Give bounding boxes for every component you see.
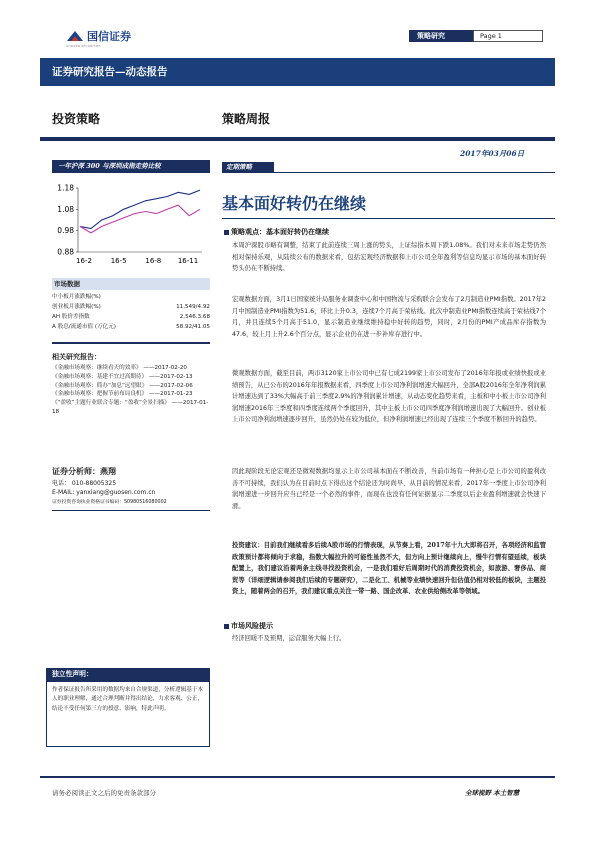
logo-text: 国信证券 — [87, 30, 131, 43]
chart-axis-lines — [78, 188, 202, 252]
index-comparison-chart — [52, 180, 210, 272]
header-label-box — [409, 30, 543, 42]
list-item[interactable]: 《金融市场观察：把握节前布局良机》 ——2017-01-23 — [52, 391, 193, 398]
header-divider — [40, 137, 555, 141]
list-item[interactable]: 《金融市场观察：基建不宜过高期待》 ——2017-02-13 — [52, 373, 193, 380]
disclaimer-note: 请务必阅读正文之后的免责条款部分 — [52, 789, 156, 797]
page-label: Page 1 — [473, 30, 543, 42]
tag-divider — [222, 172, 555, 173]
logo-icon — [66, 29, 84, 43]
market-value: 58.92/41.05 — [176, 324, 210, 330]
risk-text: 经济回暖不及预期，运营服务大幅上行。 — [232, 635, 346, 642]
report-type-title: 证券研究报告—动态报告 — [52, 66, 168, 78]
viewpoint-heading — [224, 227, 329, 237]
y-tick-label: 1.18 — [57, 183, 74, 193]
table-row — [52, 302, 210, 312]
y-tick-label: 0.98 — [57, 226, 74, 236]
section-label: 策略研究 — [409, 30, 473, 42]
paragraph-3: 微观数据方面，截至目前，两市3120家上市公司中已有七成2199家上市公司发布了2016年年报或业绩快报或业绩预告，从已公布的2016年年报数据来看，四季度上市公司净利润增速大幅回升，全部A股2016年全年净利润累计增速达到了33%大幅高于前三季度2.9%的净利润累计增速，从动态变化趋势来看，主板和中小板上市公司净利润增速2016年三季度和四季度连续两个季度回升，其中主板上市公司四季度净利润增速出现了大幅回升。创业板上市公司净利润增速逐步回升，虽然仍处在较为低位，但净利润增速已经出现了连续三个季度不断回升的趋势。 — [232, 370, 546, 424]
declaration-text: 作者保证报告所采用的数据均来自合规渠道，分析逻辑基于本人的职业理解，通过合理判断并得出结论，力求客观、公正，结论不受任何第三方的授意、影响，特此声明。 — [52, 687, 204, 712]
table-row — [52, 292, 210, 302]
list-item[interactable]: 《金融市场观察：继续看天的效率》 ——2017-02-20 — [52, 365, 187, 371]
x-tick-label: 16-8 — [145, 257, 162, 265]
logo-subtitle: GUOSEN SECURITIES — [66, 44, 101, 48]
paragraph-1: 本周沪深股市略有调整，结束了此前连续三周上涨的势头，上证综指本周下跌1.08%。我们对未来市场走势仍然相对保持乐观，从陆续公布的数据来看，包括宏观经济数据和上市公司全年盈利等信息均显示市场的基本面好转势头仍在不断持续。 — [232, 242, 546, 273]
analyst-divider — [52, 510, 210, 511]
investment-advice: 投资建议：目前我们继续看多后续A股市场的行情表现，从节奏上看，2017年十九大即将召开，各项经济和监管政策预计都将倾向于求稳，指数大幅拉升的可能性虽然不大，但方向上预计继续向上，慢牛行情有望延续，板块配置上，我们建议沿着两条主线寻找投资机会，一是我们看好后周期时代的消费投资机会，如旅游、奢侈品、商贸等（详细逻辑请参阅我们后续的专题研究），二是化工、机械等业绩快速回升但估值仍相对较低的板块，主题投资上，随着两会的召开，我们建议重点关注一带一路、国企改革、农业供给侧改革等领域。 — [232, 542, 546, 596]
square-bullet-icon — [224, 624, 229, 629]
market-divider — [52, 342, 210, 344]
report-tag: 定期策略 — [222, 162, 274, 173]
chart-axes — [76, 188, 202, 252]
x-tick-label: 16-11 — [177, 257, 199, 265]
category-right: 策略周报 — [222, 112, 271, 126]
list-item[interactable]: 《“盈收”主题行业联合专题：“盈收”全景扫描》 ——2017-01-18 — [52, 400, 209, 415]
x-tick-label: 16-5 — [110, 257, 127, 265]
declaration-heading: 独立性声明： — [46, 668, 210, 681]
footer-divider — [40, 776, 555, 778]
headline: 基本面好转仍在继续 — [222, 194, 367, 213]
viewpoint-heading-text: 策略观点：基本面好转仍在继续 — [231, 227, 329, 236]
category-left: 投资策略 — [52, 112, 101, 126]
chart-series-group — [80, 190, 200, 233]
market-data-heading: 市场数据 — [52, 278, 210, 290]
y-tick-label: 0.88 — [57, 247, 74, 257]
chart-tick-labels — [57, 184, 198, 266]
market-label: 中小板月涨跌幅(%) — [52, 294, 101, 300]
market-label: A 股总/流通市值 (万亿元) — [52, 324, 116, 330]
analyst-contact — [52, 479, 167, 507]
analyst-phone: 电话： 010-88005325 — [52, 480, 117, 487]
market-value: 2,546.3.68 — [179, 314, 210, 320]
related-reports-list — [52, 364, 212, 417]
analyst-email[interactable]: E-MAIL: yanxiang@guosen.com.cn — [52, 489, 156, 497]
table-row — [52, 312, 210, 322]
analyst-heading: 证券分析师：燕翔 — [52, 466, 116, 476]
square-bullet-icon — [224, 230, 229, 235]
headline-divider — [222, 218, 555, 219]
list-item[interactable]: 《金融市场观察：简办“加息”远望眼》 ——2017-02-06 — [52, 382, 193, 389]
paragraph-4: 因此现阶段无论宏观还是微观数据均显示上市公司基本面在不断改善，当前市场有一种担心是上市公司的盈利改善不可持续，我们认为在目前时点下得出这个结论还为时尚早，从目前的情况来看，2017年一季度上市公司净利润增速进一步回升应当已经是一个必然的事件，而现在也没有任何证据显示二季度以后企业盈利增速就会快速下滑。 — [232, 468, 546, 510]
market-value: 11,549/4.92 — [176, 304, 210, 310]
x-tick-label: 16-2 — [76, 257, 92, 265]
market-data-table — [52, 292, 210, 332]
risk-heading-text: 市场风险提示 — [231, 621, 273, 630]
market-label: 创业板月涨跌幅(%) — [52, 304, 101, 310]
paragraph-2: 宏观数据方面，3月1日国家统计局服务业调查中心和中国物流与采购联合会发布了2月制造业PMI指数。2017年2月中国制造业PMI指数为51.6，环比上升0.3，连续7个月高于荣枯线。此次中制造业PMI指数连续高于荣枯线7个月，并且连续5个月高于51.0，显示制造业继续维持稳中好转的趋势，同时，2月份的PMI产成品库存指数为47.6，较上月上升2.6个百分点，显示企业仍在进一步补库存进行中。 — [232, 296, 546, 338]
risk-heading — [224, 621, 273, 631]
related-reports-heading: 相关研究报告： — [52, 352, 101, 361]
report-date: 2017年03月06日 — [460, 149, 525, 158]
chart-tag: 一年沪深 300 与深圳成指走势比较 — [52, 160, 210, 173]
series-line-2 — [80, 205, 200, 233]
company-logo — [66, 28, 131, 44]
table-row — [52, 322, 210, 332]
analyst-cert: 证券投资咨询执业资格证书编码：S0980516080002 — [52, 499, 167, 505]
market-label: AH 股价差指数 — [52, 314, 90, 320]
slogan: 全球视野 本土智慧 — [465, 789, 520, 797]
y-tick-label: 1.08 — [57, 204, 74, 214]
